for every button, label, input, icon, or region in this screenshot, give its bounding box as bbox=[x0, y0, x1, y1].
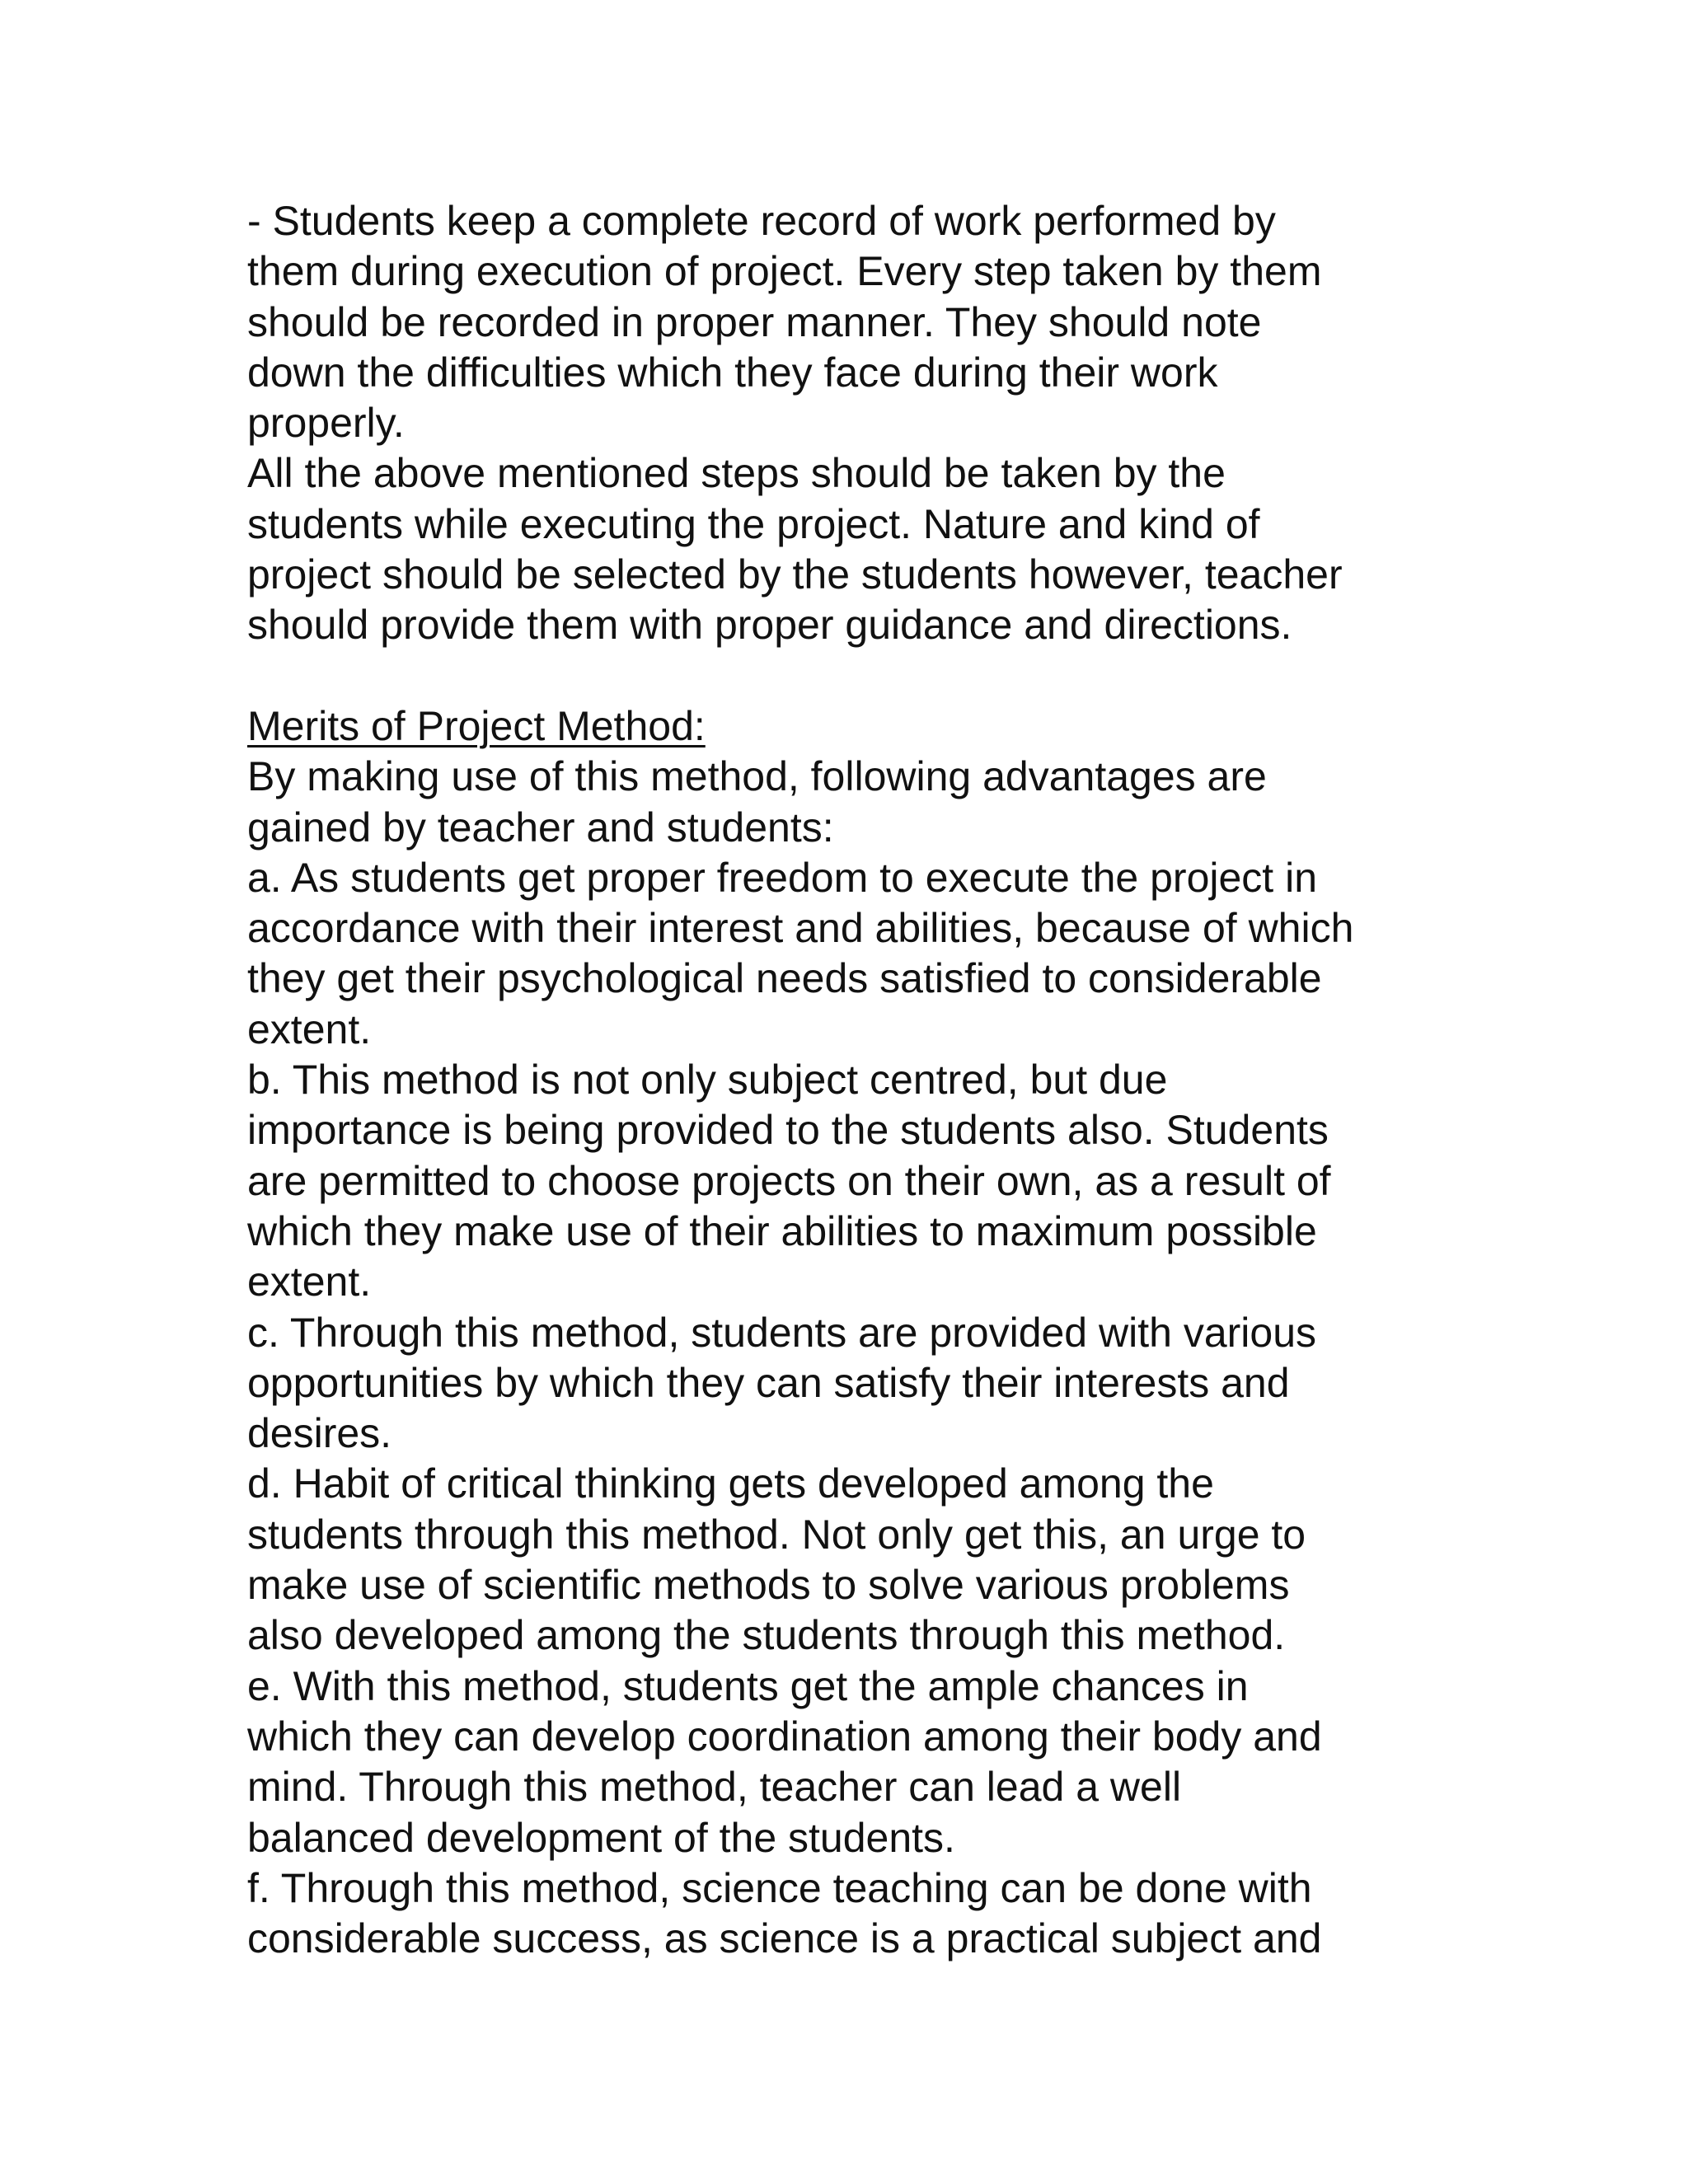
merit-item-f bbox=[247, 1863, 1484, 1965]
text-line: opportunities by which they can satisfy their interests and bbox=[247, 1359, 1290, 1406]
text-line: - Students keep a complete record of work performed by bbox=[247, 198, 1276, 244]
text-line: them during execution of project. Every step taken by them bbox=[247, 248, 1322, 295]
text-line: accordance with their interest and abilities, because of which bbox=[247, 905, 1354, 952]
text-line: are permitted to choose projects on their own, as a result of bbox=[247, 1157, 1331, 1204]
merit-item-b bbox=[247, 1055, 1484, 1307]
text-line: they get their psychological needs satisfied to considerable bbox=[247, 955, 1322, 1002]
document-body bbox=[247, 196, 1484, 1964]
text-line: considerable success, as science is a practical subject and bbox=[247, 1915, 1322, 1962]
intro-paragraph bbox=[247, 196, 1484, 651]
merits-section bbox=[247, 701, 1484, 1964]
merits-heading-text: Merits of Project Method: bbox=[247, 702, 706, 749]
merits-intro-line: gained by teacher and students: bbox=[247, 804, 834, 851]
text-line: a. As students get proper freedom to execute the project in bbox=[247, 854, 1317, 901]
merit-item-d bbox=[247, 1459, 1484, 1661]
merit-item-c bbox=[247, 1308, 1484, 1460]
merits-intro-line: By making use of this method, following advantages are bbox=[247, 753, 1267, 800]
text-line: e. With this method, students get the ample chances in bbox=[247, 1662, 1249, 1709]
text-line: importance is being provided to the students also. Students bbox=[247, 1107, 1329, 1154]
text-line: b. This method is not only subject centred, but due bbox=[247, 1057, 1168, 1104]
text-line: students through this method. Not only get this, an urge to bbox=[247, 1511, 1306, 1558]
text-line: properly. bbox=[247, 400, 405, 447]
text-line: also developed among the students through this method. bbox=[247, 1612, 1286, 1659]
merits-heading bbox=[247, 701, 1484, 752]
merit-item-e bbox=[247, 1661, 1484, 1863]
text-line: project should be selected by the students however, teacher bbox=[247, 551, 1343, 598]
text-line: which they can develop coordination among their body and bbox=[247, 1713, 1322, 1760]
merit-item-a bbox=[247, 853, 1484, 1055]
text-line: make use of scientific methods to solve various problems bbox=[247, 1562, 1290, 1609]
text-line: f. Through this method, science teaching can be done with bbox=[247, 1864, 1312, 1911]
text-line: All the above mentioned steps should be taken by the bbox=[247, 450, 1226, 497]
text-line: c. Through this method, students are provided with various bbox=[247, 1309, 1316, 1356]
text-line: desires. bbox=[247, 1410, 392, 1457]
text-line: should be recorded in proper manner. They should note bbox=[247, 298, 1262, 345]
paragraph-spacer bbox=[247, 651, 1484, 701]
text-line: extent. bbox=[247, 1258, 372, 1305]
text-line: which they make use of their abilities to maximum possible bbox=[247, 1207, 1317, 1254]
text-line: balanced development of the students. bbox=[247, 1814, 955, 1861]
text-line: students while executing the project. Nature and kind of bbox=[247, 500, 1260, 547]
text-line: should provide them with proper guidance and directions. bbox=[247, 602, 1292, 649]
text-line: d. Habit of critical thinking gets developed among the bbox=[247, 1460, 1214, 1507]
text-line: down the difficulties which they face during their work bbox=[247, 349, 1218, 396]
text-line: extent. bbox=[247, 1005, 372, 1052]
text-line: mind. Through this method, teacher can lead a well bbox=[247, 1764, 1182, 1811]
